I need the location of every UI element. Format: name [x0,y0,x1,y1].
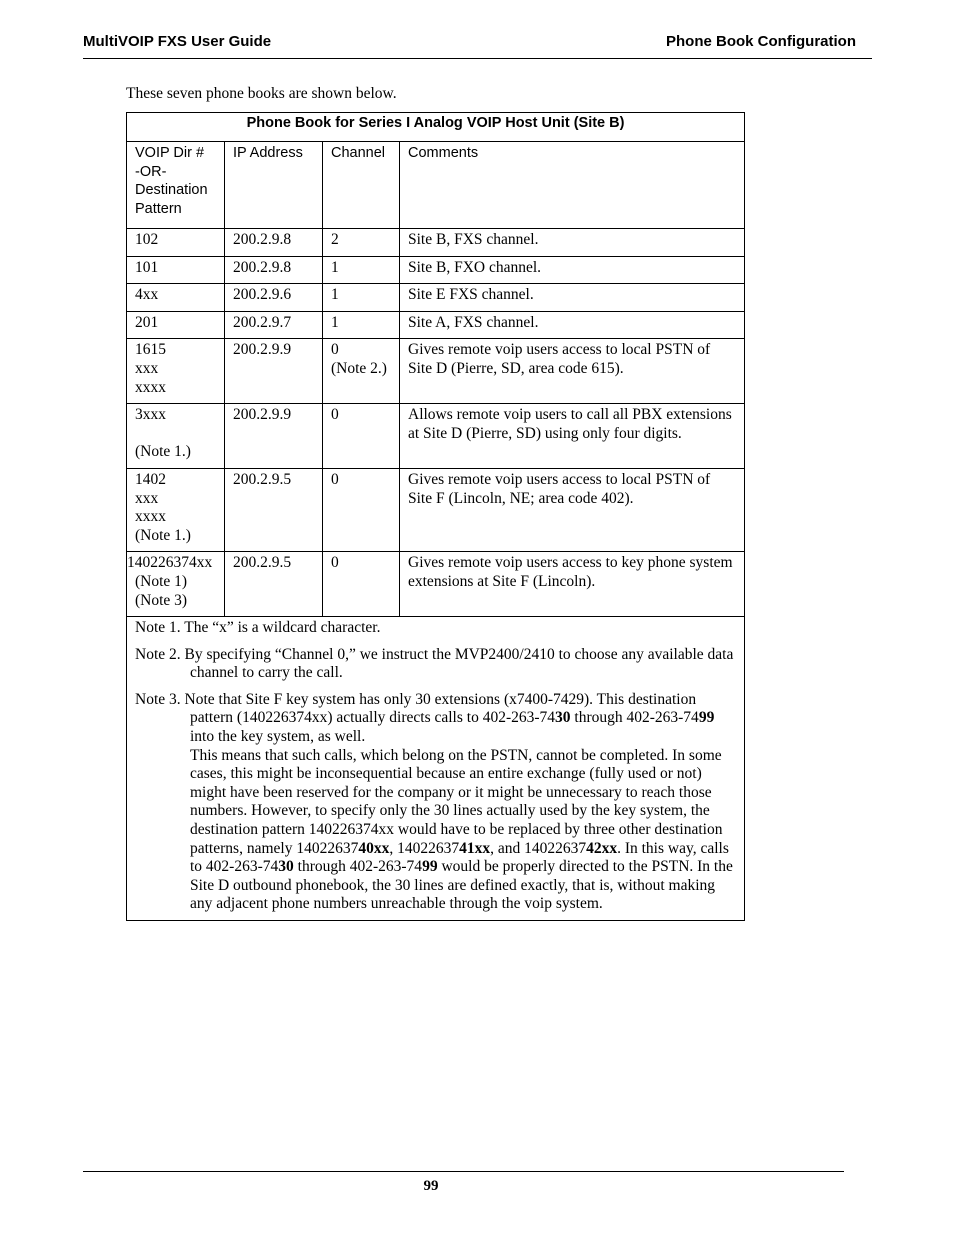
cell-channel [323,229,400,257]
note-bold: 99 [698,709,715,727]
cell-comments: Site B, FXO channel. [400,256,745,284]
cell-dir [127,229,225,257]
note-2: Note 2. By specifying “Channel 0,” we instruct the MVP2400/2410 to choose any available data channel to carry the call. [135,645,734,682]
table-title-row [127,113,745,142]
cell-comments: Allows remote voip users to call all PBX extensions at Site D (Pierre, SD) using only four digits. [400,404,745,469]
note-bold: 99 [422,858,438,876]
cell-dir [127,468,225,551]
cell-channel-line: 0 [331,554,339,572]
cell-dir-line: xxx [135,489,159,507]
table-row [127,339,745,404]
cell-dir-line: 102 [135,231,159,248]
cell-channel [323,552,400,617]
cell-dir-line: (Note 3) [135,591,188,609]
intro-paragraph: These seven phone books are shown below. [126,85,397,102]
cell-comments: Gives remote voip users access to key phone system extensions at Site F (Lincoln). [400,552,745,617]
note-bold: 41xx [459,839,491,857]
cell-channel-line: 1 [331,313,339,331]
cell-comments: Gives remote voip users access to local PSTN of Site F (Lincoln, NE; area code 402). [400,468,745,551]
cell-channel [323,339,400,404]
cell-ip: 200.2.9.5 [225,468,323,551]
cell-channel-line: 2 [331,231,339,248]
phone-book-table [126,112,745,921]
cell-channel-line: 0 [331,341,339,359]
running-header-title: MultiVOIP FXS User Guide [83,33,272,50]
cell-ip: 200.2.9.8 [225,256,323,284]
table-row [127,404,745,469]
cell-channel-line: 0 [331,470,339,488]
note-text: into the key system, as well. [190,728,366,746]
cell-dir-line: xxxx [135,508,166,526]
note-bold: 30 [278,858,294,876]
cell-dir-line: 1402 [135,470,166,488]
column-header-channel: Channel [323,142,400,229]
note-3 [135,691,736,914]
footer-rule [83,1171,844,1172]
cell-dir [127,311,225,339]
cell-channel-line: (Note 2.) [331,359,387,377]
cell-channel [323,256,400,284]
cell-ip: 200.2.9.5 [225,552,323,617]
cell-ip: 200.2.9.6 [225,284,323,312]
note-text: through 402-263-74 [570,709,699,727]
column-header-ip: IP Address [225,142,323,229]
cell-dir-line: 4xx [135,286,159,304]
note-bold: 30 [555,709,571,727]
note-text: , and 14022637 [490,839,587,857]
cell-dir-line: 201 [135,313,159,331]
table-row [127,468,745,551]
cell-dir-line: xxxx [135,378,166,396]
cell-channel-line: 1 [331,286,339,304]
note-text: . In this way, calls to 402-263-74 [190,839,729,876]
note-text: This means that such calls, which belong on the PSTN, cannot be completed. In some cases, this might be inconsequential because an entire exchange (fully used or not) might have been reserved for the company or it might be unnecessary to reach those numbers. However, to specify only the 30 lines actually used by the key system, the destination pattern 140226374xx would have to be replaced by three other destination patterns, namely 14022637 [190,746,723,857]
cell-dir [127,284,225,312]
table-row [127,256,745,284]
cell-dir-line: (Note 1.) [135,443,191,461]
table-row [127,311,745,339]
cell-channel-line: 1 [331,258,339,276]
cell-dir-line: 140226374xx [127,554,213,572]
cell-dir-line: xxx [135,359,159,377]
notes-cell [127,617,745,921]
blank-line [135,425,216,444]
cell-comments: Gives remote voip users access to local PSTN of Site D (Pierre, SD, area code 615). [400,339,745,404]
table-row [127,284,745,312]
cell-dir [127,552,225,617]
cell-dir-line: (Note 1) [135,572,188,590]
note-bold: 42xx [586,839,618,857]
column-header-comments: Comments [400,142,745,229]
page-number: 99 [423,1178,439,1194]
cell-ip: 200.2.9.8 [225,229,323,257]
column-header-dir-line: -OR- [135,163,167,180]
cell-comments: Site E FXS channel. [400,284,745,312]
cell-dir [127,256,225,284]
note-bold: 40xx [358,839,390,857]
note-text: through 402-263-74 [293,858,423,876]
cell-dir-line: 1615 [135,341,166,359]
table-header-row [127,142,745,229]
cell-dir-line: 3xxx [135,406,166,424]
cell-dir-line: (Note 1.) [135,526,191,544]
cell-ip: 200.2.9.7 [225,311,323,339]
cell-dir-line: 101 [135,258,159,276]
note-text: Note 3. Note that Site F key system has only 30 extensions (x7400-7429). This destination pattern (140226374xx) actually directs calls to 402-263-74 [135,690,697,727]
cell-ip: 200.2.9.9 [225,404,323,469]
cell-channel [323,468,400,551]
cell-channel [323,311,400,339]
cell-channel-line: 0 [331,406,339,424]
table-row [127,552,745,617]
cell-channel [323,404,400,469]
note-1: Note 1. The “x” is a wildcard character. [135,619,381,637]
column-header-dir-line: Pattern [135,200,182,217]
note-text: , 14022637 [389,839,460,857]
table-title: Phone Book for Series I Analog VOIP Host Unit (Site B) [127,113,745,142]
cell-dir [127,404,225,469]
cell-ip: 200.2.9.9 [225,339,323,404]
cell-comments: Site B, FXS channel. [400,229,745,257]
column-header-dir-line: VOIP Dir # [135,145,205,161]
header-rule [83,58,872,59]
cell-channel [323,284,400,312]
column-header-dir [127,142,225,229]
note-text: would be properly directed to the PSTN. In the Site D outbound phonebook, the 30 lines are defined exactly, that is, without making any adjacent phone numbers unreachable through the voip system. [190,858,733,913]
table-row [127,229,745,257]
cell-comments: Site A, FXS channel. [400,311,745,339]
cell-dir [127,339,225,404]
column-header-dir-line: Destination [135,182,208,199]
notes-row [127,617,745,921]
running-header-section: Phone Book Configuration [666,33,856,50]
